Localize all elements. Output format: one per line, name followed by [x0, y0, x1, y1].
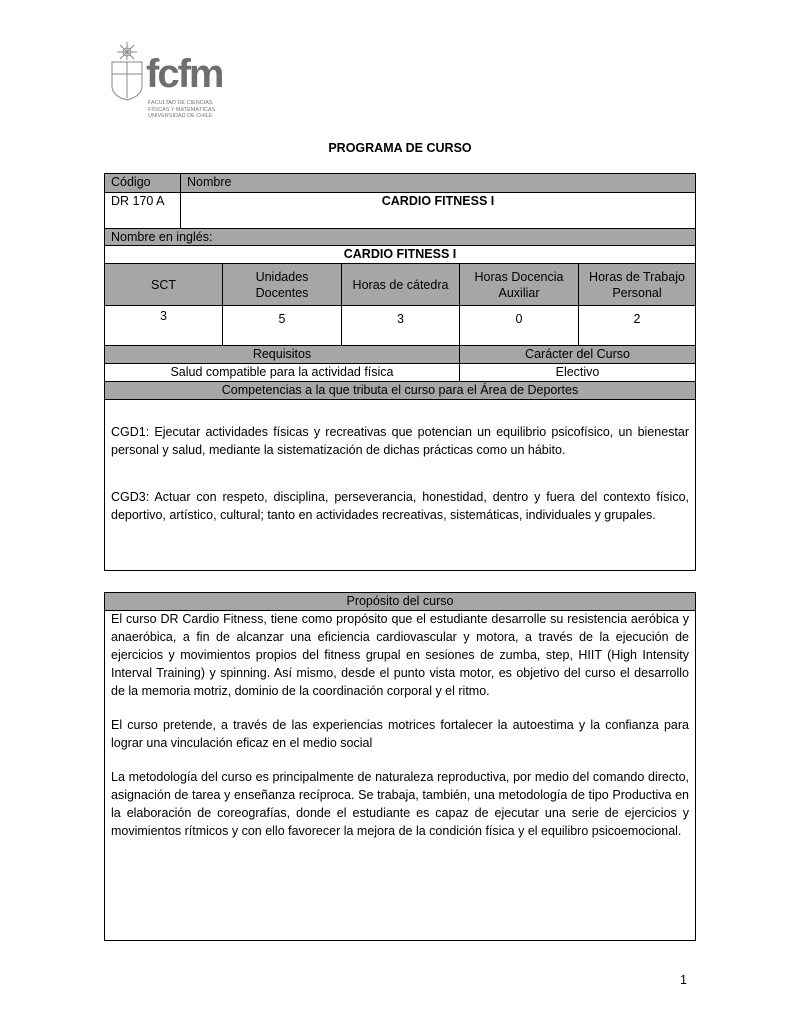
nombre-value: CARDIO FITNESS I [180, 192, 696, 229]
requisitos-label: Requisitos [104, 345, 460, 364]
hours-value-sct: 3 [104, 305, 223, 346]
caracter-value: Electivo [459, 363, 696, 382]
hours-value-auxiliar: 0 [459, 305, 579, 346]
hours-value-personal: 2 [578, 305, 696, 346]
requisitos-value: Salud compatible para la actividad física [104, 363, 460, 382]
hours-header-auxiliar: Horas Docencia Auxiliar [459, 263, 579, 306]
nombre-ingles-label: Nombre en inglés: [104, 228, 696, 246]
hours-header-sct: SCT [104, 263, 223, 306]
logo-caption-2: FÍSICAS Y MATEMÁTICAS [148, 106, 216, 113]
proposito-paragraph-3: La metodología del curso es principalmente de naturaleza reproductiva, por medio del comando directo, asignación de tarea y enseñanza recíproca. Se trabaja, también, una metodología de tipo Productiva en la elaboración de coreografías, donde el estudiante es capaz de ejecutar una serie de ejercicios y movimientos rítmicos y con ello favorecer la mejora de la condición física y el equilibro psicoemocional. [111, 770, 689, 838]
competencias-label: Competencias a la que tributa el curso para el Área de Deportes [104, 381, 696, 400]
nombre-label: Nombre [180, 173, 696, 193]
logo-caption-3: UNIVERSIDAD DE CHILE [148, 113, 213, 119]
logo-caption-1: FACULTAD DE CIENCIAS [148, 100, 213, 106]
competencia-cgd1: CGD1: Ejecutar actividades físicas y recreativas que potencian un equilibrio psicofísico, un bienestar personal y salud, mediante la sistematización de dichas prácticas como un hábito. [111, 425, 689, 457]
codigo-value: DR 170 A [104, 192, 181, 229]
competencia-cgd3: CGD3: Actuar con respeto, disciplina, perseverancia, honestidad, dentro y fuera del contexto físico, deportivo, artístico, cultural; tanto en actividades recreativas, sistemáticas, individuales y grupales. [111, 490, 689, 522]
proposito-label: Propósito del curso [104, 592, 696, 611]
nombre-ingles-value: CARDIO FITNESS I [104, 245, 696, 264]
fcfm-logo [108, 42, 233, 127]
caracter-label: Carácter del Curso [459, 345, 696, 364]
page-number: 1 [680, 973, 687, 987]
proposito-paragraph-1: El curso DR Cardio Fitness, tiene como propósito que el estudiante desarrolle su resistencia aeróbica y anaeróbica, a fin de alcanzar una eficiencia cardiovascular y motora, a través de la ejecución de ejercicios y movimientos propios del fitness grupal en sesiones de zumba, step, HIIT (High Intensity Interval Training) y spinning. Así mismo, desde el punto vista motor, es objetivo del curso el desarrollo de la memoria motriz, dominio de la coordinación corporal y el ritmo. [111, 612, 689, 698]
page-title: PROGRAMA DE CURSO [328, 141, 472, 155]
logo-wordmark: fcfm [146, 52, 223, 96]
hours-header-personal: Horas de Trabajo Personal [578, 263, 696, 306]
codigo-label: Código [104, 173, 181, 193]
hours-header-unidades: Unidades Docentes [222, 263, 342, 306]
hours-header-catedra: Horas de cátedra [341, 263, 460, 306]
hours-value-unidades: 5 [222, 305, 342, 346]
proposito-paragraph-2: El curso pretende, a través de las experiencias motrices fortalecer la autoestima y la confianza para lograr una vinculación eficaz en el medio social [111, 718, 689, 750]
hours-value-catedra: 3 [341, 305, 460, 346]
